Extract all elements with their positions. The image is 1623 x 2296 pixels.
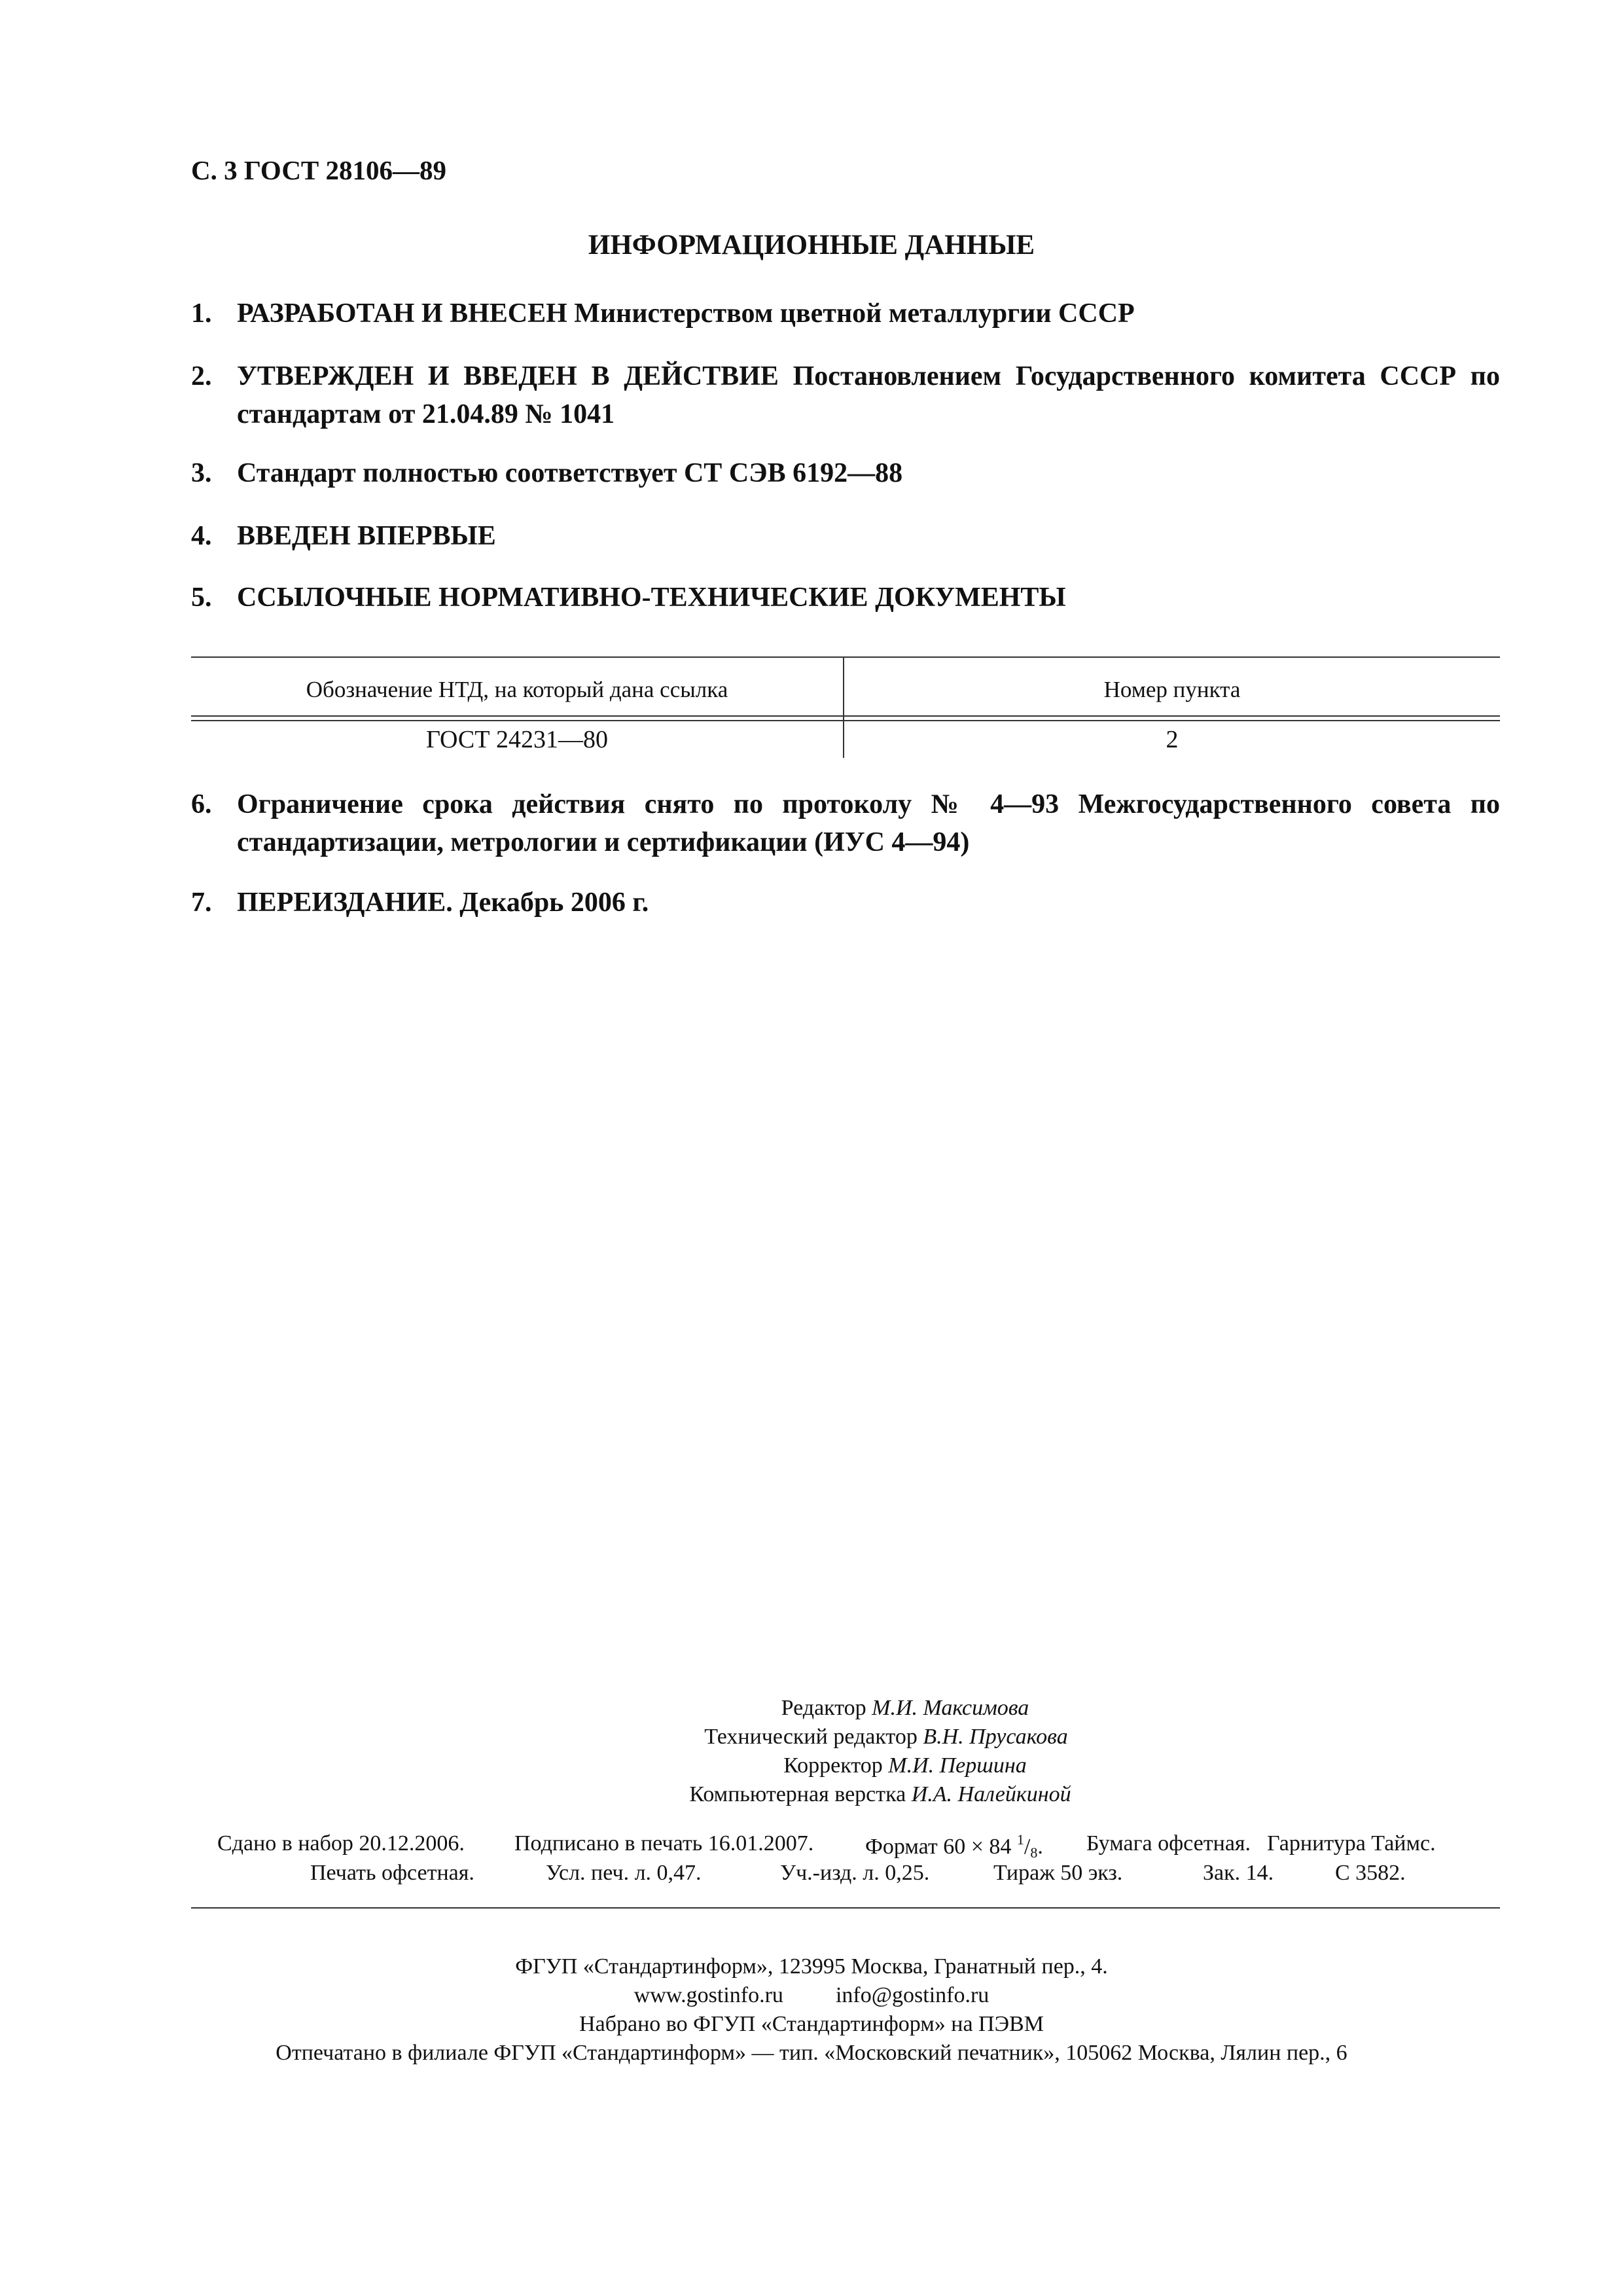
tech-editor-line	[0, 1723, 1623, 1751]
corrector-line	[0, 1751, 1623, 1780]
item-text: Стандарт полностью соответствует СТ СЭВ 6192—88	[237, 458, 903, 488]
item-number: 7.	[191, 888, 212, 918]
typeset-note: Набрано во ФГУП «Стандартинформ» на ПЭВМ	[579, 2012, 1044, 2036]
table-cell: ГОСТ 24231—80	[426, 726, 608, 753]
footer-rule	[191, 1907, 1500, 1909]
list-item-2	[191, 357, 1500, 433]
table-header-rule	[191, 720, 1500, 721]
item-number: 4.	[191, 521, 212, 551]
publisher-contacts	[0, 1981, 1623, 2010]
item-number: 6.	[191, 789, 212, 819]
list-item-3	[191, 454, 1500, 492]
imprint-field: Печать офсетная.	[310, 1861, 474, 1885]
table-top-rule	[191, 656, 1500, 658]
list-item-4	[191, 517, 1500, 555]
imprint-field: Подписано в печать 16.01.2007.	[514, 1831, 814, 1856]
item-number: 2.	[191, 361, 212, 391]
editor-name: М.И. Максимова	[872, 1696, 1029, 1720]
item-text: Ограничение срока действия снято по протоколу № 4—93 Межгосударственного совета по стандартизации, метрологии и сертификации (ИУС 4—94)	[237, 789, 1500, 857]
corrector-label: Корректор	[783, 1753, 883, 1778]
tech-editor-label: Технический редактор	[704, 1725, 918, 1749]
page-header: С. 3 ГОСТ 28106—89	[191, 155, 447, 185]
publisher-email: info@gostinfo.ru	[835, 1983, 990, 2007]
format-numerator: 1	[1016, 1831, 1024, 1848]
list-item-7	[191, 884, 1500, 922]
publisher-site: www.gostinfo.ru	[633, 1983, 783, 2007]
format-denominator: 8	[1030, 1844, 1038, 1861]
table-header-rule	[191, 715, 1500, 717]
imprint-field: Тираж 50 экз.	[993, 1861, 1123, 1885]
imprint-field: Бумага офсетная.	[1086, 1831, 1251, 1856]
tech-editor-name: В.Н. Прусакова	[923, 1725, 1068, 1749]
publisher-address: ФГУП «Стандартинформ», 123995 Москва, Гранатный пер., 4.	[515, 1954, 1108, 1979]
table-header-cell: Обозначение НТД, на который дана ссылка	[306, 677, 728, 702]
item-number: 3.	[191, 458, 212, 488]
imprint-field: Сдано в набор 20.12.2006.	[217, 1831, 465, 1856]
list-item-1	[191, 295, 1500, 332]
layout-name: И.А. Налейкиной	[911, 1782, 1071, 1806]
item-text: УТВЕРЖДЕН И ВВЕДЕН В ДЕЙСТВИЕ Постановлением Государственного комитета СССР по стандартам от 21.04.89 № 1041	[237, 361, 1500, 429]
imprint-field: Гарнитура Таймс.	[1267, 1831, 1436, 1856]
imprint-field: Уч.-изд. л. 0,25.	[780, 1861, 930, 1885]
section-title: ИНФОРМАЦИОННЫЕ ДАННЫЕ	[588, 230, 1035, 260]
list-item-6	[191, 785, 1500, 861]
imprint-field: Усл. печ. л. 0,47.	[546, 1861, 702, 1885]
item-number: 1.	[191, 298, 212, 329]
item-number: 5.	[191, 583, 212, 613]
table-cell: 2	[1166, 726, 1179, 753]
publisher-block	[0, 1952, 1623, 2068]
imprint-field: С 3582.	[1335, 1861, 1406, 1885]
item-text: ССЫЛОЧНЫЕ НОРМАТИВНО-ТЕХНИЧЕСКИЕ ДОКУМЕНТЫ	[237, 583, 1066, 613]
item-text: ПЕРЕИЗДАНИЕ. Декабрь 2006 г.	[237, 888, 649, 918]
printed-note: Отпечатано в филиале ФГУП «Стандартинформ» — тип. «Московский печатник», 105062 Москва, Лялин пер., 6	[276, 2041, 1347, 2065]
imprint-format: Формат 60 × 84 $^1/_8$.	[865, 1831, 1043, 1861]
layout-line	[0, 1780, 1623, 1809]
list-item-5	[191, 579, 1500, 617]
item-text: РАЗРАБОТАН И ВНЕСЕН Министерством цветной металлургии СССР	[237, 298, 1135, 329]
credits-block	[0, 1694, 1623, 1809]
format-dot: .	[1037, 1835, 1043, 1859]
corrector-name: М.И. Першина	[888, 1753, 1027, 1778]
editor-label: Редактор	[781, 1696, 866, 1720]
format-text: Формат 60 × 84	[865, 1835, 1012, 1859]
imprint-field: Зак. 14.	[1203, 1861, 1274, 1885]
editor-line	[0, 1694, 1623, 1723]
item-text: ВВЕДЕН ВПЕРВЫЕ	[237, 521, 496, 551]
table-header-cell: Номер пункта	[1103, 677, 1241, 702]
layout-label: Компьютерная верстка	[689, 1782, 906, 1806]
